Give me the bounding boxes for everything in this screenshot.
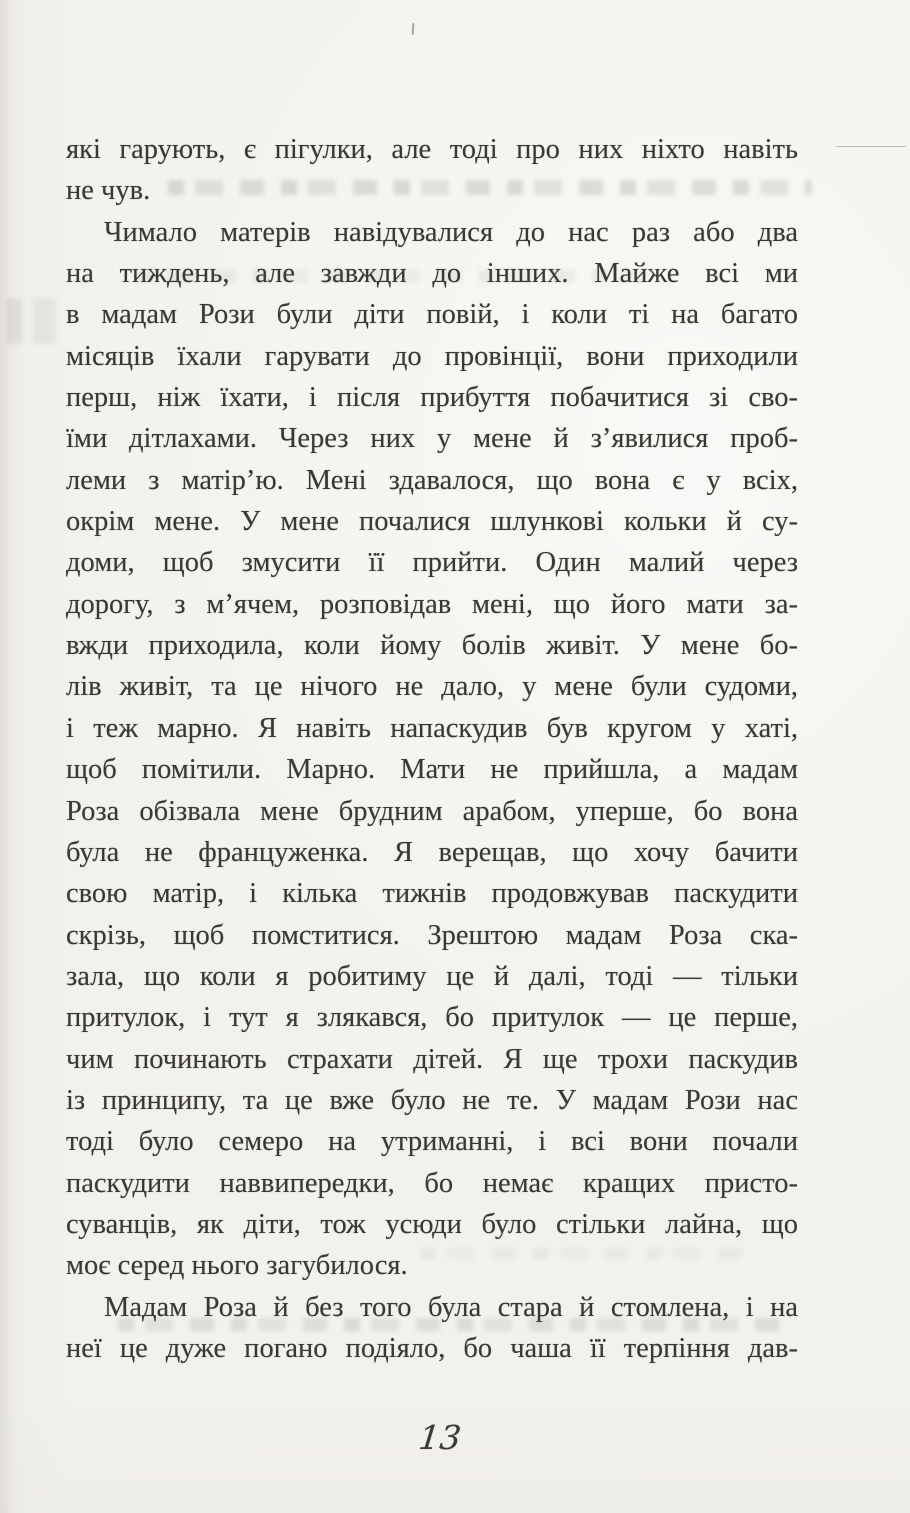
text-line: в мадам Рози були діти повій, і коли ті на багато (66, 299, 798, 331)
text-line: скрізь, щоб помститися. Зрештою мадам Роза ска- (66, 919, 798, 951)
text-line: суванців, як діти, тож усюди було стільки лайна, що (66, 1208, 798, 1240)
text-line: із принципу, та це вже було не те. У мадам Рози нас (66, 1084, 798, 1116)
text-line: окрім мене. У мене почалися шлункові кольки й су- (66, 506, 798, 538)
text-line: їми дітлахами. Через них у мене й з’явилися проб- (66, 423, 798, 455)
dust-speck (412, 23, 415, 35)
text-line: які гарують, є пігулки, але тоді про них ніхто навіть (66, 134, 798, 165)
text-line: неї це дуже погано подіяло, бо чаша її терпіння дав- (66, 1332, 798, 1364)
text-line: моє серед нього загубилося. (66, 1250, 408, 1282)
text-block (66, 129, 798, 1369)
text-line: вжди приходила, коли йому болів живіт. У мене бо- (66, 630, 798, 662)
text-line: леми з матір’ю. Мені здавалося, що вона є у всіх, (66, 464, 798, 496)
text-line: притулок, і тут я злякався, бо притулок — це перше, (66, 1002, 798, 1034)
text-line: паскудити наввипередки, бо немає кращих присто- (66, 1167, 798, 1199)
text-line: на тиждень, але завжди до інших. Майже всі ми (66, 258, 798, 290)
text-line: зала, що коли я робитиму це й далі, тоді — тільки (66, 960, 798, 992)
scan-scratch (836, 146, 906, 147)
page-number: 13 (416, 1418, 464, 1457)
text-line: була не француженка. Я верещав, що хочу бачити (66, 836, 798, 868)
text-line: не чув. (66, 175, 151, 207)
text-line: і теж марно. Я навіть напаскудив був кругом у хаті, (66, 712, 798, 744)
text-line: лів живіт, та це нічого не дало, у мене були судоми, (66, 671, 798, 703)
text-line: тоді було семеро на утриманні, і всі вони почали (66, 1126, 798, 1158)
text-line: Чимало матерів навідувалися до нас раз або два (104, 216, 798, 248)
bleed-through-text (6, 298, 56, 344)
text-line: щоб помітили. Марно. Мати не прийшла, а мадам (66, 754, 798, 786)
text-line: свою матір, і кілька тижнів продовжував паскудити (66, 878, 798, 910)
text-line: доми, щоб змусити її прийти. Один малий через (66, 547, 798, 579)
page-edge-shading (0, 0, 14, 1513)
text-line: чим починають страхати дітей. Я ще трохи паскудив (66, 1043, 798, 1075)
text-line: дорогу, з м’ячем, розповідав мені, що його мати за- (66, 588, 798, 620)
text-line: перш, ніж їхати, і після прибуття побачитися зі сво- (66, 382, 798, 414)
text-line: місяців їхали гарувати до провінції, вони приходили (66, 340, 798, 372)
text-line: Роза обізвала мене брудним арабом, уперше, бо вона (66, 795, 798, 827)
text-line: Мадам Роза й без того була стара й стомлена, і на (104, 1291, 798, 1323)
